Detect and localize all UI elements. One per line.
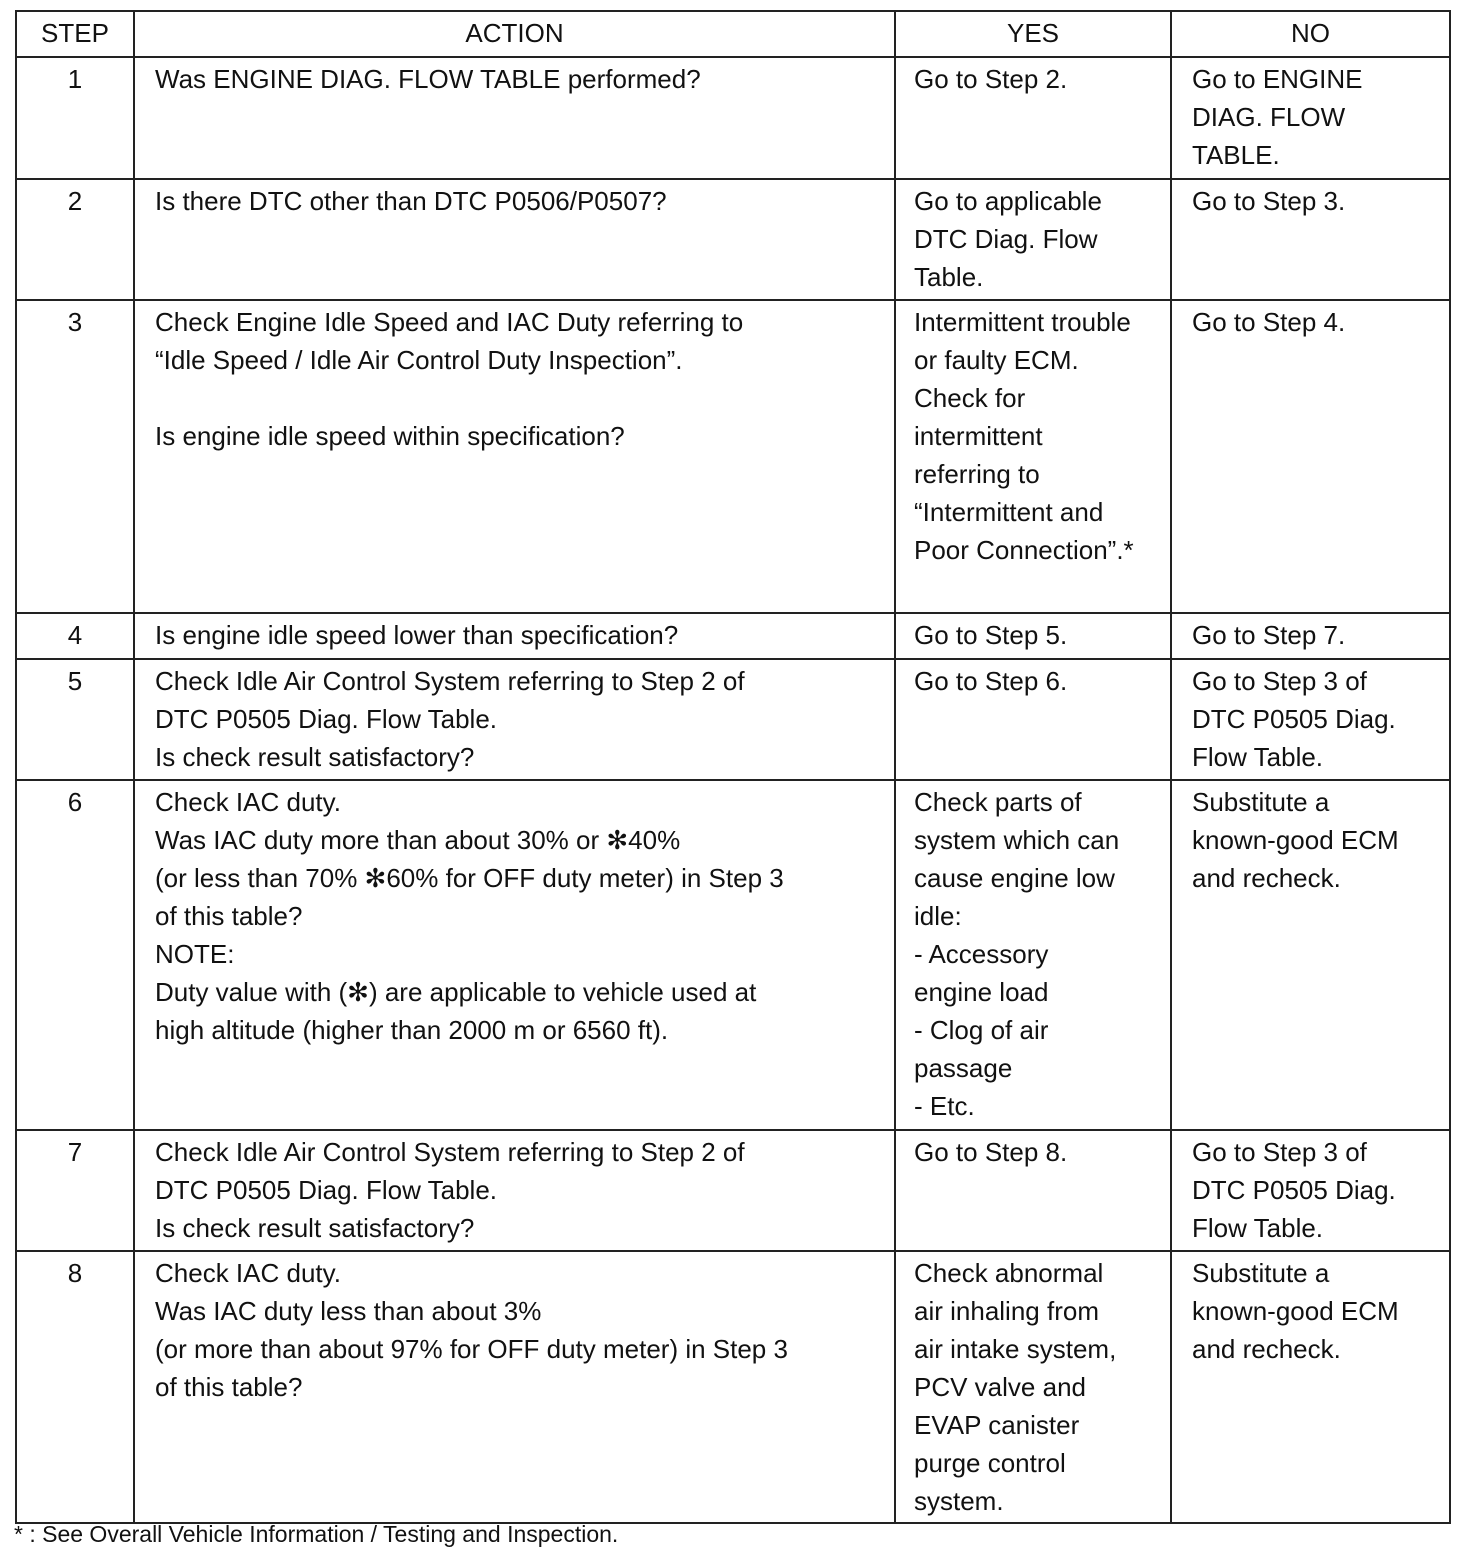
step-number: 5 (16, 659, 134, 780)
header-yes: YES (895, 11, 1171, 57)
header-action: ACTION (134, 11, 895, 57)
step-number: 7 (16, 1130, 134, 1251)
table-row (16, 659, 1450, 780)
table-row (16, 1251, 1450, 1523)
no-result: Substitute a known-good ECM and recheck. (1171, 780, 1450, 1130)
table-row (16, 613, 1450, 659)
yes-result: Go to Step 5. (895, 613, 1171, 659)
yes-result: Check abnormal air inhaling from air intake system, PCV valve and EVAP canister purge control system. (895, 1251, 1171, 1523)
step-number: 2 (16, 179, 134, 300)
action-text: Check Idle Air Control System referring to Step 2 of DTC P0505 Diag. Flow Table. Is check result satisfactory? (134, 659, 895, 780)
no-result: Go to Step 7. (1171, 613, 1450, 659)
action-text: Check Engine Idle Speed and IAC Duty referring to “Idle Speed / Idle Air Control Duty Inspection”. Is engine idle speed within specification? (134, 300, 895, 613)
step-number: 3 (16, 300, 134, 613)
action-text: Is engine idle speed lower than specification? (134, 613, 895, 659)
no-result: Go to Step 3 of DTC P0505 Diag. Flow Table. (1171, 1130, 1450, 1251)
table-row (16, 57, 1450, 179)
yes-result: Go to Step 2. (895, 57, 1171, 179)
yes-result: Go to Step 6. (895, 659, 1171, 780)
table-row (16, 300, 1450, 613)
step-number: 8 (16, 1251, 134, 1523)
no-result: Go to Step 3. (1171, 179, 1450, 300)
table-row (16, 179, 1450, 300)
action-text: Check IAC duty. Was IAC duty less than about 3% (or more than about 97% for OFF duty meter) in Step 3 of this table? (134, 1251, 895, 1523)
no-result: Substitute a known-good ECM and recheck. (1171, 1251, 1450, 1523)
footnote: * : See Overall Vehicle Information / Testing and Inspection. (14, 1521, 619, 1547)
action-text: Check Idle Air Control System referring to Step 2 of DTC P0505 Diag. Flow Table. Is check result satisfactory? (134, 1130, 895, 1251)
yes-result: Check parts of system which can cause engine low idle: - Accessory engine load - Clog of air passage - Etc. (895, 780, 1171, 1130)
step-number: 1 (16, 57, 134, 179)
header-step: STEP (16, 11, 134, 57)
diagnostic-flow-table (15, 10, 1451, 1524)
step-number: 6 (16, 780, 134, 1130)
no-result: Go to ENGINE DIAG. FLOW TABLE. (1171, 57, 1450, 179)
table-row (16, 780, 1450, 1130)
table-row (16, 1130, 1450, 1251)
table-header-row (16, 11, 1450, 57)
header-no: NO (1171, 11, 1450, 57)
yes-result: Go to Step 8. (895, 1130, 1171, 1251)
no-result: Go to Step 3 of DTC P0505 Diag. Flow Table. (1171, 659, 1450, 780)
no-result: Go to Step 4. (1171, 300, 1450, 613)
step-number: 4 (16, 613, 134, 659)
yes-result: Intermittent trouble or faulty ECM. Check for intermittent referring to “Intermittent and Poor Connection”.* (895, 300, 1171, 613)
yes-result: Go to applicable DTC Diag. Flow Table. (895, 179, 1171, 300)
action-text: Check IAC duty. Was IAC duty more than about 30% or ✻40% (or less than 70% ✻60% for OFF duty meter) in Step 3 of this table? NOTE: Duty value with (✻) are applicable to vehicle used at high altitude (higher than 2000 m or 6560 ft). (134, 780, 895, 1130)
action-text: Was ENGINE DIAG. FLOW TABLE performed? (134, 57, 895, 179)
action-text: Is there DTC other than DTC P0506/P0507? (134, 179, 895, 300)
